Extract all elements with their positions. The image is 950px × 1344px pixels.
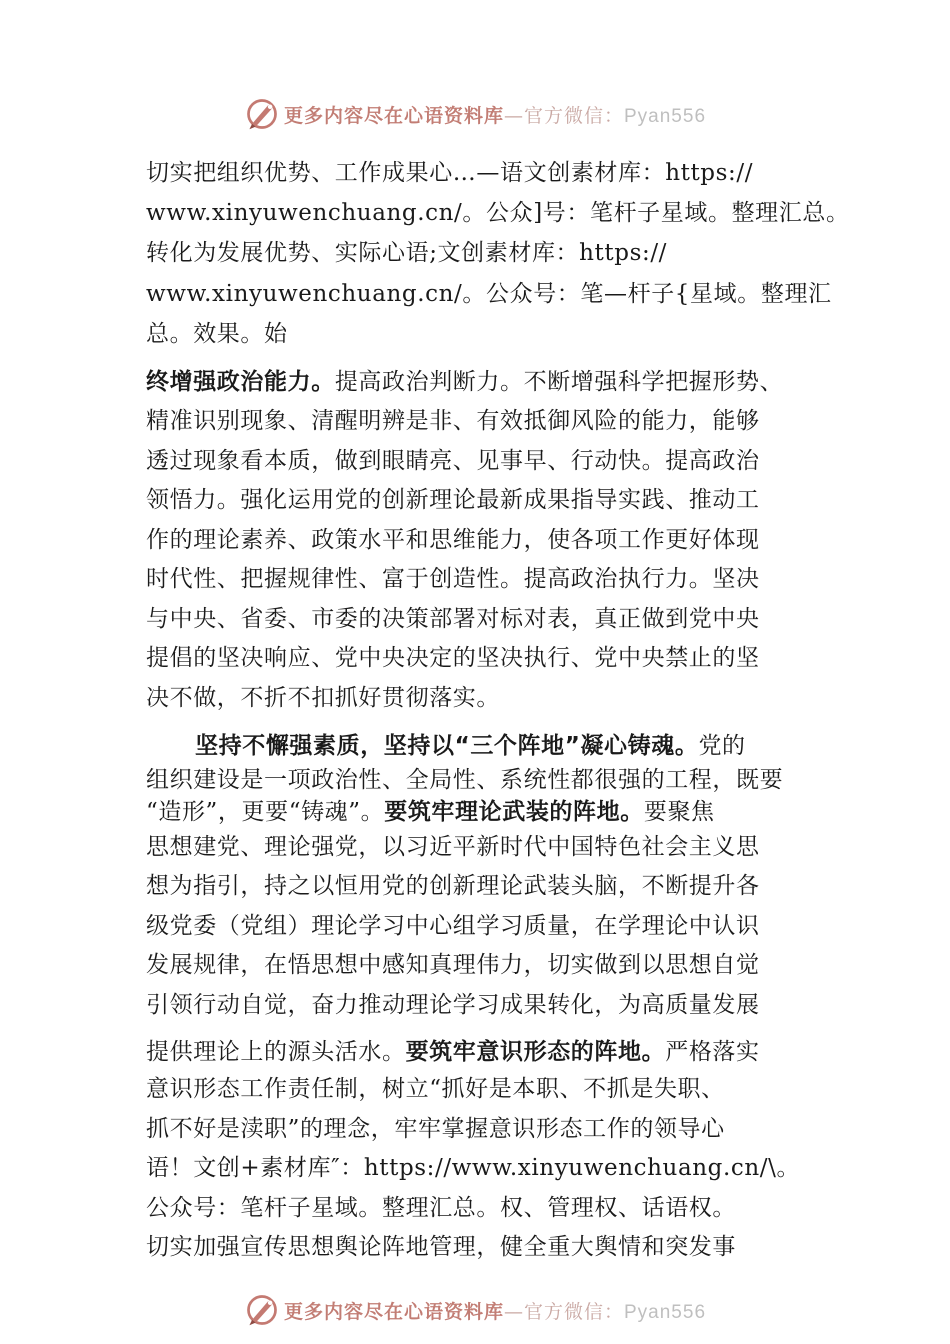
banner-text bbox=[284, 1297, 706, 1324]
body-line: 作的理论素养、政策水平和思维能力，使各项工作更好体现 bbox=[146, 527, 760, 553]
body-line: 总。效果。始 bbox=[146, 321, 288, 347]
body-line: www.xinyuwenchuang.cn/。公众号：笔—杆子{星域。整理汇 bbox=[146, 281, 832, 307]
body-line: 决不做，不折不扣抓好贯彻落实。 bbox=[146, 685, 500, 711]
footer-banner bbox=[0, 1290, 950, 1330]
body-line: “造形”，更要“铸魂”。要筑牢理论武装的阵地。要聚焦 bbox=[146, 799, 715, 825]
body-line: 抓不好是渎职”的理念，牢牢掌握意识形态工作的领导心 bbox=[146, 1116, 725, 1142]
banner-main-text: 更多内容尽在心语资料库 bbox=[283, 104, 504, 127]
body-line: 切实加强宣传思想舆论阵地管理，健全重大舆情和突发事 bbox=[146, 1234, 736, 1260]
banner-separator: — bbox=[503, 1300, 524, 1323]
body-line: 引领行动自觉，奋力推动理论学习成果转化，为高质量发展 bbox=[146, 992, 760, 1018]
body-line: 想为指引，持之以恒用党的创新理论武装头脑，不断提升各 bbox=[146, 873, 760, 899]
pen-seal-logo-icon bbox=[244, 1292, 280, 1328]
body-line: 精准识别现象、清醒明辨是非、有效抵御风险的能力，能够 bbox=[146, 408, 760, 434]
body-line: 提供理论上的源头活水。要筑牢意识形态的阵地。严格落实 bbox=[146, 1039, 760, 1065]
banner-main-text: 更多内容尽在心语资料库 bbox=[283, 1300, 504, 1323]
body-line: 发展规律，在悟思想中感知真理伟力，切实做到以思想自觉 bbox=[146, 952, 760, 978]
body-line: 意识形态工作责任制，树立“抓好是本职、不抓是失职、 bbox=[146, 1076, 725, 1102]
bold-heading: 要筑牢理论武装的阵地。 bbox=[384, 799, 644, 825]
banner-official-label: 官方微信： bbox=[523, 104, 624, 127]
banner-separator: — bbox=[503, 104, 524, 127]
body-line: 与中央、省委、市委的决策部署对标对表，真正做到党中央 bbox=[146, 606, 760, 632]
body-line: 思想建党、理论强党，以习近平新时代中国特色社会主义思 bbox=[146, 834, 760, 860]
banner-official-label: 官方微信： bbox=[523, 1300, 624, 1323]
body-line: 语！文创+素材库″：https://www.xinyuwenchuang.cn/\。 bbox=[146, 1155, 801, 1181]
body-line: 透过现象看本质，做到眼睛亮、见事早、行动快。提高政治 bbox=[146, 448, 760, 474]
body-line: 领悟力。强化运用党的创新理论最新成果指导实践、推动工 bbox=[146, 487, 760, 513]
body-line: www.xinyuwenchuang.cn/。公众]号：笔杆子星域。整理汇总。 bbox=[146, 200, 850, 226]
body-line: 提倡的坚决响应、党中央决定的坚决执行、党中央禁止的坚 bbox=[146, 645, 760, 671]
pen-seal-logo-icon bbox=[244, 96, 280, 132]
body-line: 时代性、把握规律性、富于创造性。提高政治执行力。坚决 bbox=[146, 566, 760, 592]
body-line: 坚持不懈强素质，坚持以“三个阵地”凝心铸魂。党的 bbox=[195, 733, 746, 759]
banner-text bbox=[284, 101, 706, 128]
body-line: 切实把组织优势、工作成果心…—语文创素材库：https:// bbox=[146, 160, 754, 186]
body-line: 组织建设是一项政治性、全局性、系统性都很强的工程，既要 bbox=[146, 767, 784, 793]
body-line: 转化为发展优势、实际心语;文创素材库：https:// bbox=[146, 240, 668, 266]
body-line: 终增强政治能力。提高政治判断力。不断增强科学把握形势、 bbox=[146, 369, 784, 395]
header-banner bbox=[0, 94, 950, 134]
bold-heading: 终增强政治能力。 bbox=[146, 369, 335, 395]
bold-heading: 坚持不懈强素质，坚持以“三个阵地”凝心铸魂。 bbox=[195, 733, 699, 759]
bold-heading: 要筑牢意识形态的阵地。 bbox=[405, 1039, 666, 1065]
body-line: 级党委（党组）理论学习中心组学习质量，在学理论中认识 bbox=[146, 913, 760, 939]
banner-wechat-id: Pyan556 bbox=[624, 105, 707, 127]
body-line: 公众号：笔杆子星域。整理汇总。权、管理权、话语权。 bbox=[146, 1195, 736, 1221]
banner-wechat-id: Pyan556 bbox=[624, 1301, 707, 1323]
